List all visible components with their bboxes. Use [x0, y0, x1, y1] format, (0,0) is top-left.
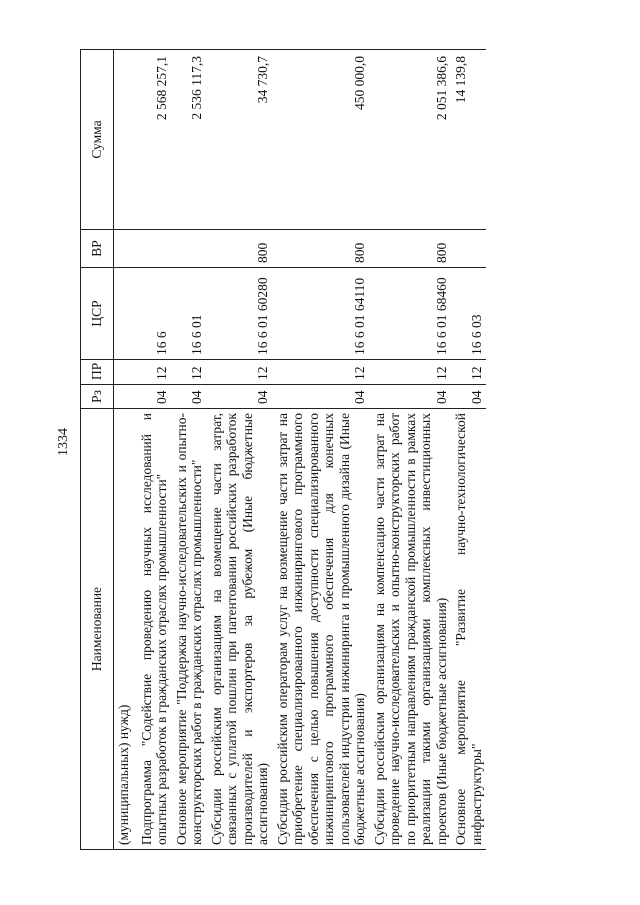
row-csr: 16 6 01 60280 [207, 268, 273, 360]
table-row [207, 50, 273, 850]
page-number: 1334 [56, 428, 71, 456]
row-csr: 16 6 01 64110 [273, 268, 370, 360]
row-rz: 04 [207, 385, 273, 409]
budget-table [80, 49, 486, 850]
row-pr: 12 [370, 360, 452, 385]
row-vr: 800 [273, 230, 370, 268]
row-pr [114, 360, 137, 385]
row-name: Основное мероприятие "Развитие научно-технологической инфраструктуры" [451, 409, 486, 850]
table-row [370, 50, 452, 850]
row-sum: 2 568 257,1 [137, 50, 172, 230]
row-pr: 12 [451, 360, 486, 385]
row-rz: 04 [273, 385, 370, 409]
table-row [172, 50, 207, 850]
row-rz: 04 [172, 385, 207, 409]
header-name: Наименование [81, 409, 114, 850]
row-sum [114, 50, 137, 230]
header-pr: ПР [81, 360, 114, 385]
table-row [114, 50, 137, 850]
row-name: Субсидии российским организациям на компенсацию части затрат на проведение научно-исследовательских и опытно-конструкторских работ по приоритетным направлениям гражданской промышленности в рамках реализации такими организациями комплексных инвестиционных проектов (Иные бюджетные ассигнования) [370, 409, 452, 850]
table-row [273, 50, 370, 850]
row-pr: 12 [172, 360, 207, 385]
row-csr: 16 6 [137, 268, 172, 360]
row-sum: 14 139,8 [451, 50, 486, 230]
row-sum: 34 730,7 [207, 50, 273, 230]
header-csr: ЦСР [81, 268, 114, 360]
row-pr: 12 [273, 360, 370, 385]
row-vr: 800 [207, 230, 273, 268]
row-vr [451, 230, 486, 268]
row-sum: 2 536 117,3 [172, 50, 207, 230]
row-name: Субсидии российским операторам услуг на возмещение части затрат на приобретение специализированного инжинирингового программного обеспечения с целью повышения доступности специализированного инжинирингового программного обеспечения для конечных пользователей индустрии инжиниринга и промышленного дизайна (Иные бюджетные ассигнования) [273, 409, 370, 850]
row-rz [114, 385, 137, 409]
row-csr: 16 6 03 [451, 268, 486, 360]
row-rz: 04 [451, 385, 486, 409]
row-vr [172, 230, 207, 268]
row-sum: 2 051 386,6 [370, 50, 452, 230]
row-rz: 04 [137, 385, 172, 409]
header-sum: Сумма [81, 50, 114, 230]
row-csr [114, 268, 137, 360]
row-vr [114, 230, 137, 268]
row-name: Подпрограмма "Содействие проведению научных исследований и опытных разработок в гражданских отраслях промышленности" [137, 409, 172, 850]
row-sum: 450 000,0 [273, 50, 370, 230]
row-name: Основное мероприятие "Поддержка научно-исследовательских и опытно-конструкторских работ в гражданских отраслях промышленности" [172, 409, 207, 850]
row-pr: 12 [137, 360, 172, 385]
row-vr: 800 [370, 230, 452, 268]
row-pr: 12 [207, 360, 273, 385]
row-name: (муниципальных) нужд) [114, 409, 137, 850]
header-vr: ВР [81, 230, 114, 268]
budget-table-sheet [80, 50, 605, 850]
row-vr [137, 230, 172, 268]
header-rz: Рз [81, 385, 114, 409]
row-csr: 16 6 01 68460 [370, 268, 452, 360]
row-name: Субсидии российским организациям на возмещение части затрат, связанных с уплатой пошлин при патентовании российских разработок производителей и экспортеров за рубежом (Иные бюджетные ассигнования) [207, 409, 273, 850]
table-row [137, 50, 172, 850]
table-header-row [81, 50, 114, 850]
row-rz: 04 [370, 385, 452, 409]
row-csr: 16 6 01 [172, 268, 207, 360]
table-row [451, 50, 486, 850]
